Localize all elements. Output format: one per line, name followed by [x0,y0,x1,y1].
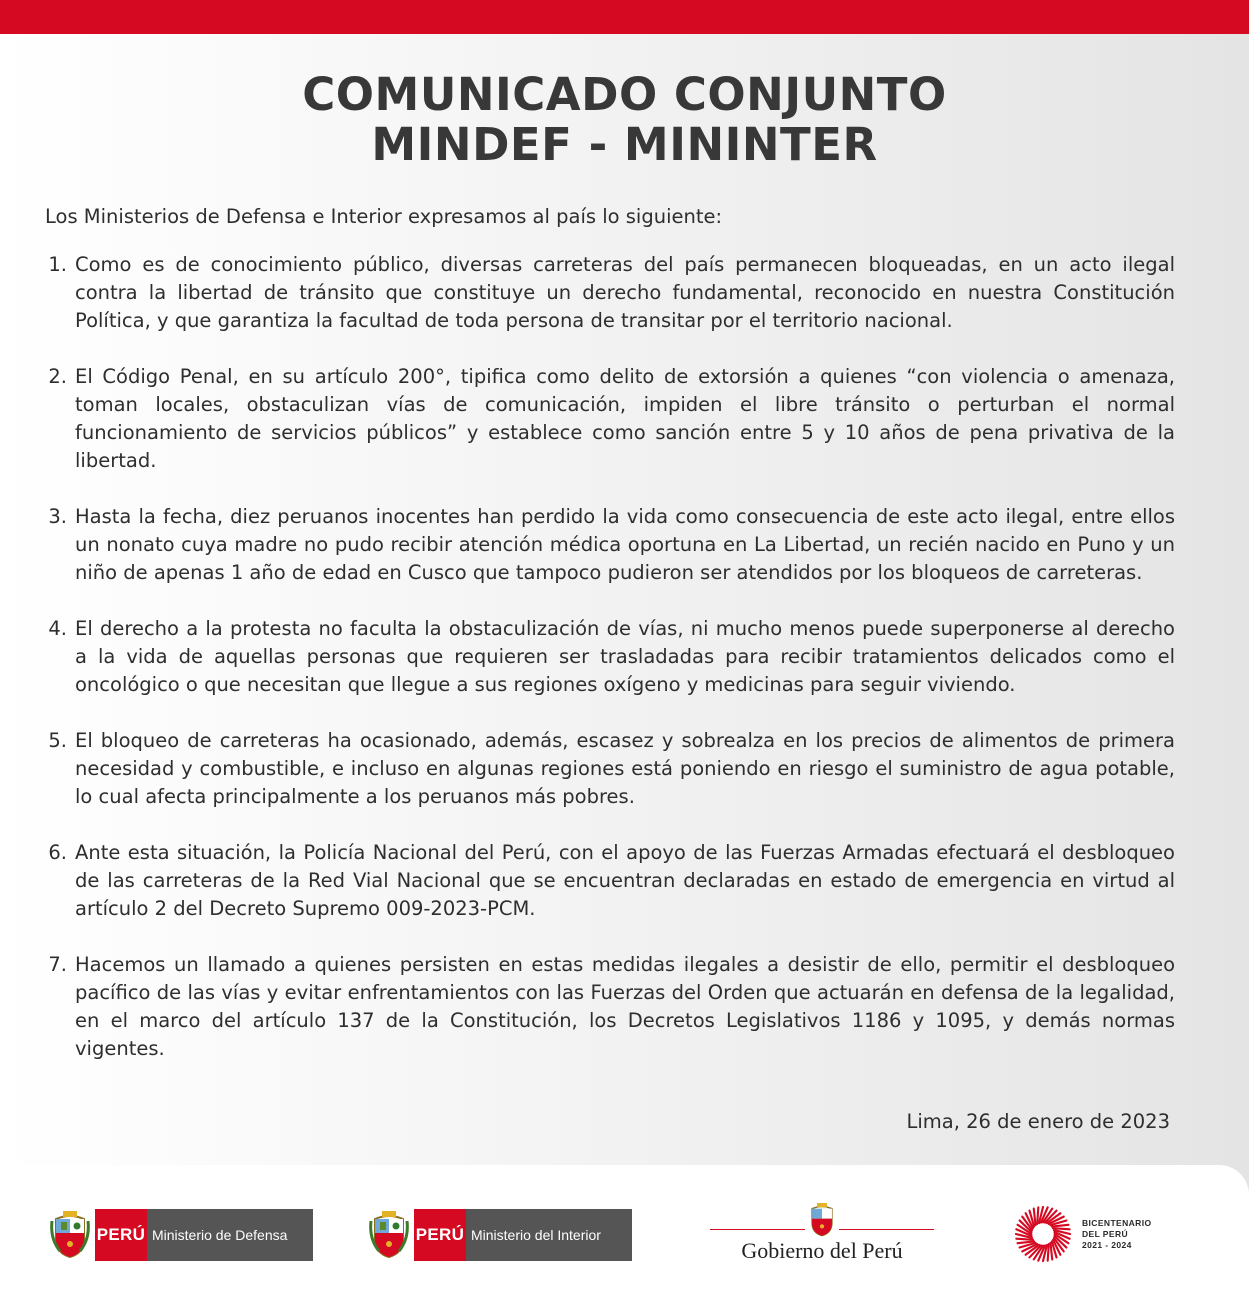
item-number: 5. [48,729,67,752]
bicentenario-line-1: BICENTENARIO [1082,1217,1152,1228]
peru-coat-of-arms-icon [50,1211,90,1259]
item-number: 6. [48,841,67,864]
item-text: Hasta la fecha, diez peruanos inocentes han perdido la vida como consecuencia de este acto ilegal, entre ellos un nonato cuya madre no pudo recibir atención médica oportuna en La Libertad, un recién nacido en Puno y un niño de apenas 1 año de edad en Cusco que tampoco pudieron ser atendidos por los bloqueos de carreteras. [75,505,1175,584]
list-item [45,503,1175,587]
ministry-name: Ministerio de Defensa [147,1209,313,1261]
peru-label: PERÚ [95,1209,147,1261]
bicentenario-line-2: DEL PERÚ [1082,1228,1129,1239]
item-text: Como es de conocimiento público, diversas carreteras del país permanecen bloqueadas, en un acto ilegal contra la libertad de tránsito que constituye un derecho fundamental, reconocido en nuestra Constitución Política, y que garantiza la facultad de toda persona de transitar por el territorio nacional. [75,253,1175,332]
numbered-list [45,251,1175,1091]
peru-label: PERÚ [414,1209,466,1261]
list-item [45,363,1175,475]
bicentenario-emblem-icon [1014,1205,1072,1263]
list-item [45,251,1175,335]
bicentenario-logo [1014,1205,1152,1263]
list-item [45,727,1175,811]
bicentenario-line-3: 2021 - 2024 [1082,1239,1132,1250]
item-text: El bloqueo de carreteras ha ocasionado, además, escasez y sobrealza en los precios de alimentos de primera necesidad y combustible, e incluso en algunas regiones está poniendo en riesgo el suministro de agua potable, lo cual afecta principalmente a los peruanos más pobres. [75,729,1175,808]
list-item [45,615,1175,699]
title-line-2: MINDEF - MININTER [371,118,878,171]
gobierno-logo [710,1203,934,1265]
list-item [45,839,1175,923]
divider-left [710,1229,805,1230]
date-line: Lima, 26 de enero de 2023 [906,1110,1170,1133]
top-red-bar [0,0,1249,34]
peru-coat-of-arms-icon [807,1203,837,1237]
item-text: Hacemos un llamado a quienes persisten en estas medidas ilegales a desistir de ello, permitir el desbloqueo pacífico de las vías y evitar enfrentamientos con las Fuerzas del Orden que actuarán en defensa de la legalidad, en el marco del artículo 137 de la Constitución, los Decretos Legislativos 1186 y 1095, y demás normas vigentes. [75,953,1175,1060]
item-number: 7. [48,953,67,976]
page-title [0,70,1249,170]
item-text: El Código Penal, en su artículo 200°, tipifica como delito de extorsión a quienes “con violencia o amenaza, toman locales, obstaculizan vías de comunicación, impiden el libre tránsito o perturban el normal funcionamiento de servicios públicos” y establece como sanción entre 5 y 10 años de pena privativa de la libertad. [75,365,1175,472]
item-text: Ante esta situación, la Policía Nacional del Perú, con el apoyo de las Fuerzas Armadas efectuará el desbloqueo de las carreteras de la Red Vial Nacional que se encuentran declaradas en estado de emergencia en virtud al artículo 2 del Decreto Supremo 009-2023-PCM. [75,841,1175,920]
item-number: 4. [48,617,67,640]
divider-right [839,1229,934,1230]
bicentenario-text [1082,1218,1152,1251]
intro-text: Los Ministerios de Defensa e Interior expresamos al país lo siguiente: [45,205,723,228]
mininter-logo [369,1209,632,1261]
item-number: 3. [48,505,67,528]
mindef-logo [50,1209,313,1261]
item-number: 1. [48,253,67,276]
ministry-name: Ministerio del Interior [466,1209,632,1261]
item-number: 2. [48,365,67,388]
list-item [45,951,1175,1063]
gobierno-text: Gobierno del Perú [741,1238,903,1263]
peru-coat-of-arms-icon [369,1211,409,1259]
title-line-1: COMUNICADO CONJUNTO [302,68,947,121]
item-text: El derecho a la protesta no faculta la obstaculización de vías, ni mucho menos puede superponerse al derecho a la vida de aquellas personas que requieren ser trasladadas para recibir tratamientos delicados como el oncológico o que necesitan que llegue a sus regiones oxígeno y medicinas para seguir viviendo. [75,617,1175,696]
